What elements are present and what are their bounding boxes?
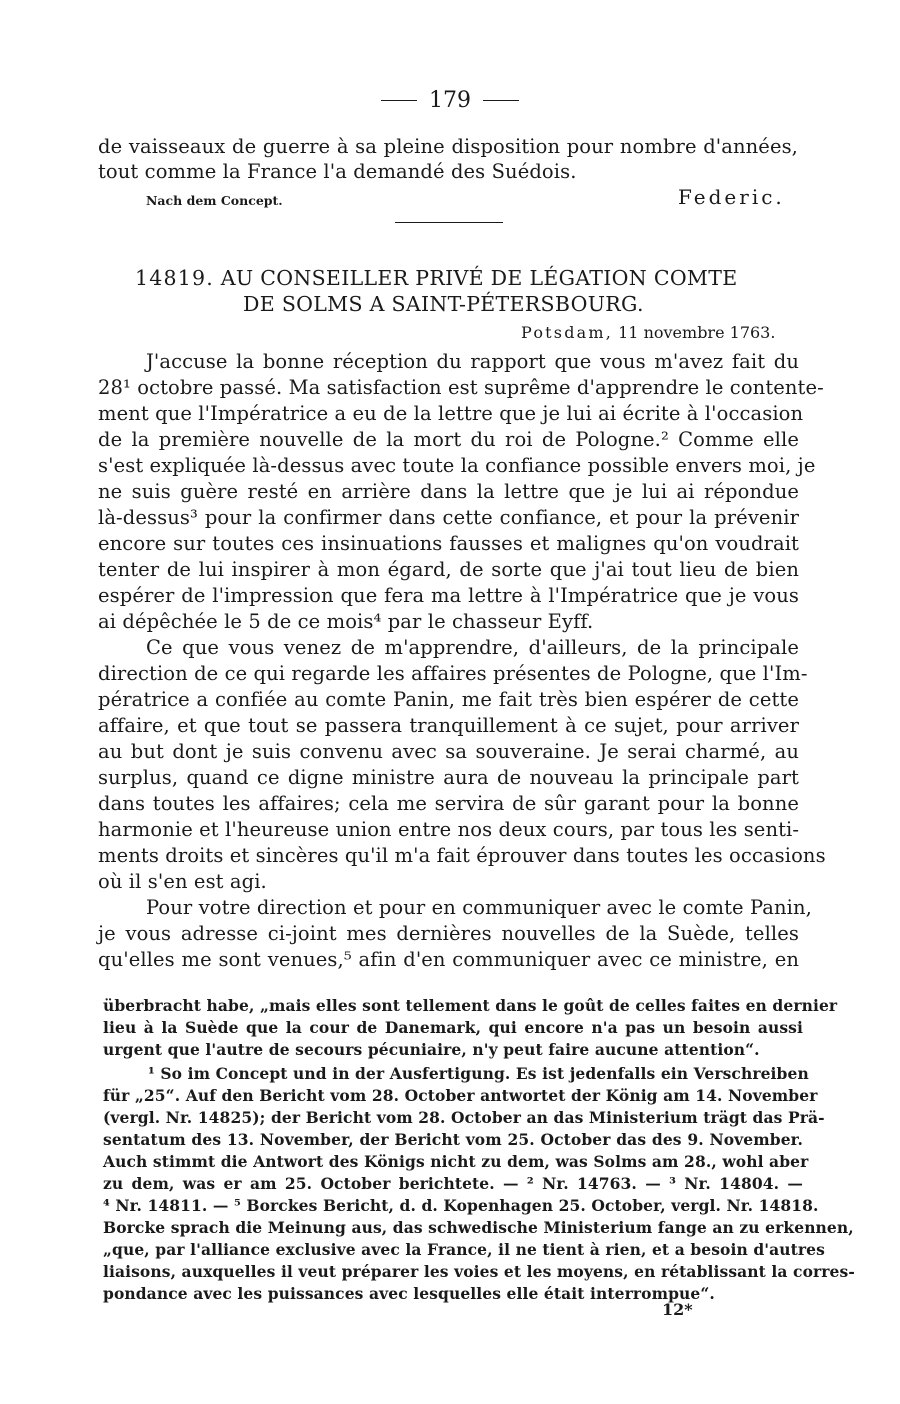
date-value: 11 novembre 1763. [618, 323, 776, 342]
footnote-line: urgent que l'autre de secours pécuniaire, n'y peut faire aucune attention“. [103, 1040, 760, 1059]
body-line: où il s'en est agi. [98, 870, 267, 893]
body-line: affaire, et que tout se passera tranquillement à ce sujet, pour arriver [98, 714, 799, 737]
footnote-line: ⁴ Nr. 14811. — ⁵ Borckes Bericht, d. d. Kopenhagen 25. October, vergl. Nr. 14818. [103, 1196, 819, 1215]
letter-date [521, 323, 775, 342]
date-place: Potsdam, [521, 323, 614, 342]
footnote-line: für „25“. Auf den Bericht vom 28. October antwortet der König am 14. November [103, 1086, 818, 1105]
footnote-line: zu dem, was er am 25. October berichtete. — ² Nr. 14763. — ³ Nr. 14804. — [103, 1174, 803, 1193]
header-rule-left [381, 100, 417, 101]
footnote-line: ¹ So im Concept und in der Ausfertigung. Es ist jedenfalls ein Verschreiben [148, 1064, 809, 1083]
body-line: 28¹ octobre passé. Ma satisfaction est suprême d'apprendre le contente- [98, 376, 824, 399]
carryover-line: de vaisseaux de guerre à sa pleine disposition pour nombre d'années, [98, 135, 798, 158]
body-line: ai dépêchée le 5 de ce mois⁴ par le chasseur Eyff. [98, 610, 594, 633]
header-rule-right [483, 100, 519, 101]
source-note: Nach dem Concept. [146, 193, 283, 208]
letter-title-line1: AU CONSEILLER PRIVÉ DE LÉGATION COMTE [220, 266, 738, 290]
body-line: Ce que vous venez de m'apprendre, d'ailleurs, de la principale [146, 636, 799, 659]
page-header [0, 88, 900, 113]
body-line: surplus, quand ce digne ministre aura de nouveau la principale part [98, 766, 799, 789]
body-line: là-dessus³ pour la confirmer dans cette confiance, et pour la prévenir [98, 506, 799, 529]
signature-mark: 12* [662, 1300, 693, 1319]
body-line: dans toutes les affaires; cela me servira de sûr garant pour la bonne [98, 792, 799, 815]
body-line: Pour votre direction et pour en communiquer avec le comte Panin, [146, 896, 812, 919]
body-line: espérer de l'impression que fera ma lettre à l'Impératrice que je vous [98, 584, 799, 607]
footnote-line: sentatum des 13. November, der Bericht vom 25. October das des 9. November. [103, 1130, 803, 1149]
footnote-line: liaisons, auxquelles il veut préparer les voies et les moyens, en rétablissant la corres- [103, 1262, 855, 1281]
body-line: harmonie et l'heureuse union entre nos deux cours, par tous les senti- [98, 818, 800, 841]
letter-heading [135, 266, 737, 290]
body-line: ment que l'Impératrice a eu de la lettre que je lui ai écrite à l'occasion [98, 402, 804, 425]
footnote-line: Borcke sprach die Meinung aus, das schwedische Ministerium fange an zu erkennen, [103, 1218, 854, 1237]
body-line: ne suis guère resté en arrière dans la lettre que je lui ai répondue [98, 480, 799, 503]
body-line: je vous adresse ci-joint mes dernières nouvelles de la Suède, telles [98, 922, 799, 945]
body-line: direction de ce qui regarde les affaires présentes de Pologne, que l'Im- [98, 662, 808, 685]
letter-title-line2: DE SOLMS A SAINT-PÉTERSBOURG. [243, 292, 644, 316]
body-line: s'est expliquée là-dessus avec toute la confiance possible envers moi, je [98, 454, 816, 477]
footnote-line: pondance avec les puissances avec lesquelles elle était interrompue“. [103, 1284, 715, 1303]
section-divider [395, 222, 503, 223]
signature: Federic. [678, 185, 785, 209]
footnote-line: (vergl. Nr. 14825); der Bericht vom 28. October an das Ministerium trägt das Prä- [103, 1108, 825, 1127]
page-number: 179 [429, 88, 471, 113]
carryover-line: tout comme la France l'a demandé des Suédois. [98, 160, 577, 183]
footnote-line: Auch stimmt die Antwort des Königs nicht zu dem, was Solms am 28., wohl aber [103, 1152, 809, 1171]
body-line: au but dont je suis convenu avec sa souveraine. Je serai charmé, au [98, 740, 799, 763]
body-line: pératrice a confiée au comte Panin, me fait très bien espérer de cette [98, 688, 799, 711]
body-line: encore sur toutes ces insinuations fausses et malignes qu'on voudrait [98, 532, 799, 555]
footnote-line: lieu à la Suède que la cour de Danemark, qui encore n'a pas un besoin aussi [103, 1018, 803, 1037]
letter-number: 14819. [135, 266, 214, 290]
body-line: ments droits et sincères qu'il m'a fait éprouver dans toutes les occasions [98, 844, 826, 867]
body-line: tenter de lui inspirer à mon égard, de sorte que j'ai tout lieu de bien [98, 558, 799, 581]
body-line: de la première nouvelle de la mort du roi de Pologne.² Comme elle [98, 428, 799, 451]
body-line: J'accuse la bonne réception du rapport que vous m'avez fait du [146, 350, 799, 373]
footnote-line: „que, par l'alliance exclusive avec la France, il ne tient à rien, et a besoin d'autres [103, 1240, 825, 1259]
body-line: qu'elles me sont venues,⁵ afin d'en communiquer avec ce ministre, en [98, 948, 799, 971]
footnote-line: überbracht habe, „mais elles sont tellement dans le goût de celles faites en dernier [103, 996, 838, 1015]
